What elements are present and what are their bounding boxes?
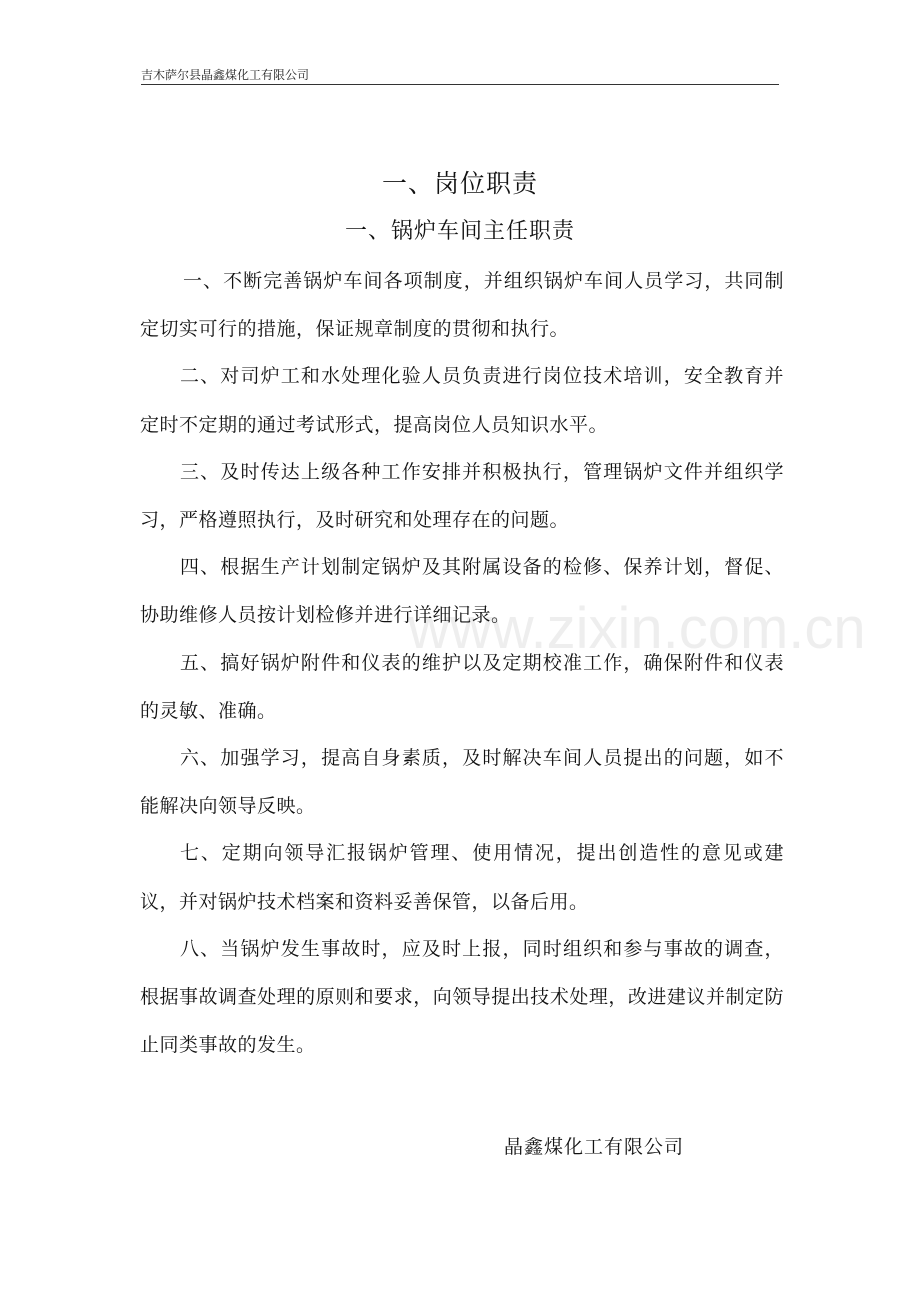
duty-paragraph-4: 四、根据生产计划制定锅炉及其附属设备的检修、保养计划，督促、协助维修人员按计划检修并进行详细记录。	[140, 556, 784, 627]
signature-company: 晶鑫煤化工有限公司	[504, 1136, 685, 1158]
duty-paragraph-1: 一、不断完善锅炉车间各项制度，并组织锅炉车间人员学习，共同制定切实可行的措施，保证规章制度的贯彻和执行。	[140, 270, 784, 341]
document-title: 一、岗位职责	[381, 169, 538, 198]
duty-paragraph-6: 六、加强学习，提高自身素质，及时解决车间人员提出的问题，如不能解决向领导反映。	[140, 747, 784, 818]
document-subtitle: 一、锅炉车间主任职责	[344, 219, 575, 244]
duty-paragraph-2: 二、对司炉工和水处理化验人员负责进行岗位技术培训，安全教育并定时不定期的通过考试形式，提高岗位人员知识水平。	[140, 365, 784, 436]
duty-paragraph-5: 五、搞好锅炉附件和仪表的维护以及定期校准工作，确保附件和仪表的灵敏、准确。	[140, 651, 784, 722]
watermark: www.zixin.com.cn	[408, 596, 866, 661]
document-body	[140, 257, 784, 1068]
header-company-name: 吉木萨尔县晶鑫煤化工有限公司	[141, 68, 310, 82]
duty-paragraph-7: 七、定期向领导汇报锅炉管理、使用情况，提出创造性的意见或建议，并对锅炉技术档案和资料妥善保管，以备后用。	[140, 842, 784, 913]
duty-paragraph-3: 三、及时传达上级各种工作安排并积极执行，管理锅炉文件并组织学习，严格遵照执行，及时研究和处理存在的问题。	[140, 460, 784, 532]
page-header	[141, 66, 779, 85]
duty-paragraph-8: 八、当锅炉发生事故时，应及时上报，同时组织和参与事故的调查，根据事故调查处理的原则和要求，向领导提出技术处理，改进建议并制定防止同类事故的发生。	[140, 937, 784, 1057]
